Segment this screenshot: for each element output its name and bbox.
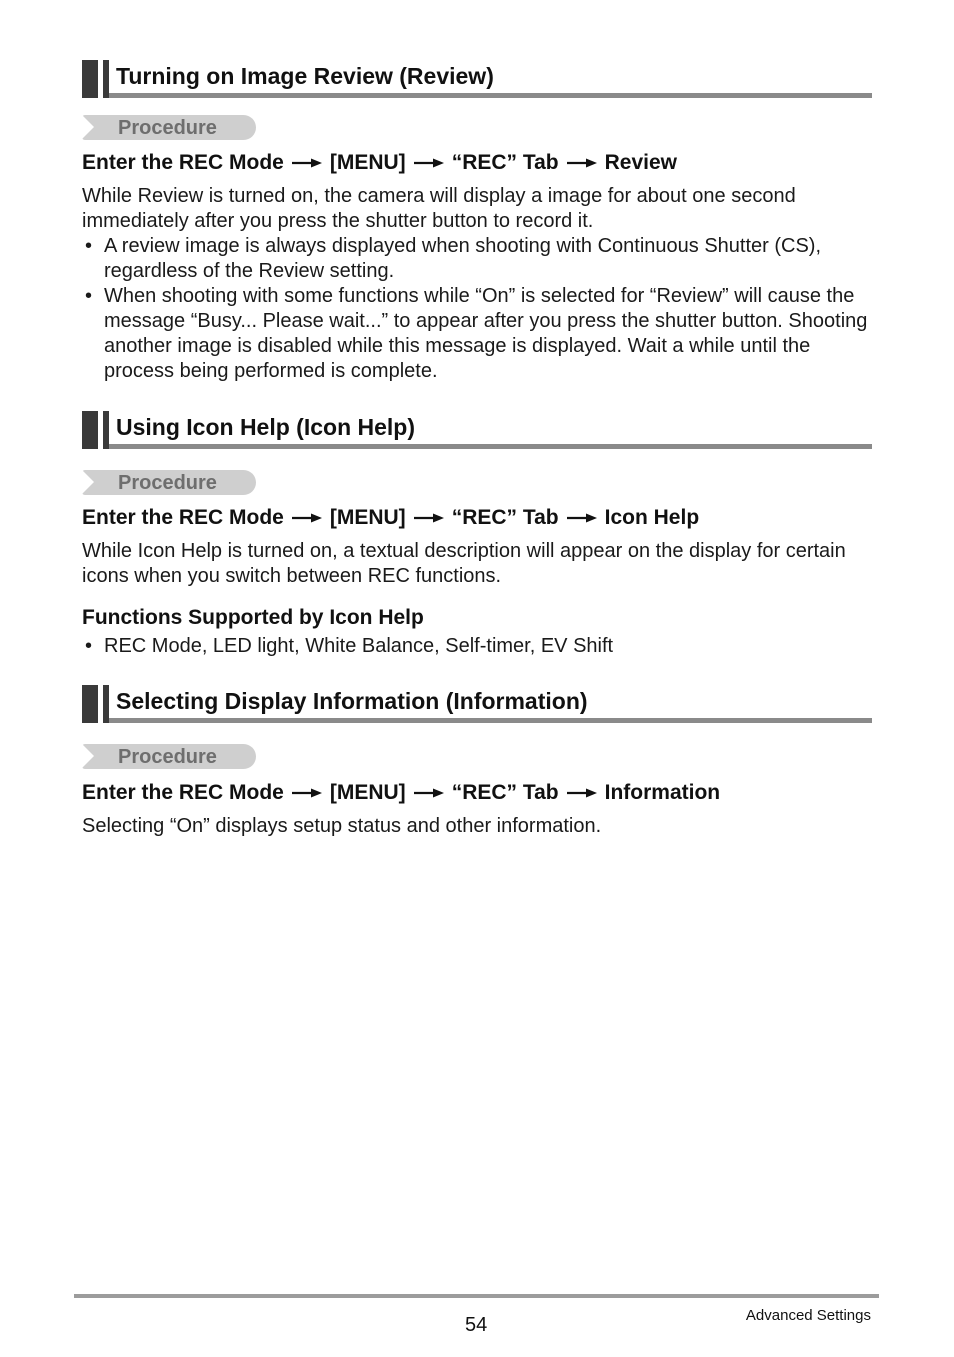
right-arrow-icon — [414, 513, 444, 523]
path-step: Enter the REC Mode — [82, 506, 284, 529]
body-paragraph: While Review is turned on, the camera will display a image for about one second immediately after you press the shutter button to record it. — [82, 185, 796, 232]
section-title: Turning on Image Review (Review) — [116, 63, 494, 89]
section-title: Selecting Display Information (Information) — [116, 688, 588, 714]
path-step: [MENU] — [329, 506, 406, 529]
procedure-tag — [82, 470, 256, 495]
right-arrow-icon — [414, 788, 444, 798]
menu-path — [82, 150, 677, 176]
section-title: Using Icon Help (Icon Help) — [116, 414, 416, 440]
procedure-notch-icon — [82, 115, 94, 139]
heading-bar-thick — [82, 685, 98, 723]
path-step: Enter the REC Mode — [82, 781, 284, 804]
bullet-icon: • — [85, 635, 93, 657]
bullet-icon: • — [85, 235, 93, 257]
path-step: “REC” Tab — [451, 506, 559, 529]
path-step: [MENU] — [329, 781, 406, 804]
procedure-tag — [82, 744, 256, 769]
procedure-tag — [82, 115, 256, 140]
path-step: Information — [604, 781, 721, 804]
list-item: • A review image is always displayed when shooting with Continuous Shutter (CS), regardless of the Review setting. — [85, 235, 822, 282]
procedure-notch-icon — [82, 744, 94, 768]
right-arrow-icon — [292, 513, 322, 523]
menu-path — [82, 505, 699, 531]
list-item: • REC Mode, LED light, White Balance, Self-timer, EV Shift — [85, 635, 614, 657]
heading-underline — [109, 93, 872, 98]
page-number: 54 — [465, 1314, 488, 1336]
right-arrow-icon — [292, 788, 322, 798]
right-arrow-icon — [292, 158, 322, 168]
right-arrow-icon — [567, 513, 597, 523]
bullet-icon: • — [85, 285, 93, 307]
path-step: Icon Help — [604, 506, 700, 529]
list-item: • When shooting with some functions while “On” is selected for “Review” will cause the message “Busy... Please wait...” to appear after you press the shutter button. Shooting another image is disabled while this message is displayed. Wait a while until the process being performed is complete. — [85, 285, 868, 382]
body-paragraph: While Icon Help is turned on, a textual description will appear on the display for certain icons when you switch between REC functions. — [82, 540, 846, 587]
procedure-notch-icon — [82, 470, 94, 494]
section-heading-information — [82, 685, 872, 723]
procedure-label: Procedure — [118, 117, 217, 139]
right-arrow-icon — [567, 788, 597, 798]
section-heading-icon-help — [82, 411, 872, 449]
heading-bar-thick — [82, 60, 98, 98]
menu-path — [82, 780, 720, 806]
heading-underline — [109, 718, 872, 723]
procedure-label: Procedure — [118, 472, 217, 494]
procedure-label: Procedure — [118, 746, 217, 768]
path-step: Enter the REC Mode — [82, 151, 284, 174]
path-step: [MENU] — [329, 151, 406, 174]
heading-underline — [109, 444, 872, 449]
footer-rule — [74, 1294, 879, 1298]
section-heading-review — [82, 60, 872, 98]
right-arrow-icon — [567, 158, 597, 168]
path-step: Review — [604, 151, 678, 174]
right-arrow-icon — [414, 158, 444, 168]
path-step: “REC” Tab — [451, 781, 559, 804]
body-paragraph: Selecting “On” displays setup status and other information. — [82, 815, 602, 837]
footer-section-name: Advanced Settings — [745, 1307, 871, 1324]
heading-bar-thick — [82, 411, 98, 449]
path-step: “REC” Tab — [451, 151, 559, 174]
sub-heading: Functions Supported by Icon Help — [82, 606, 424, 629]
